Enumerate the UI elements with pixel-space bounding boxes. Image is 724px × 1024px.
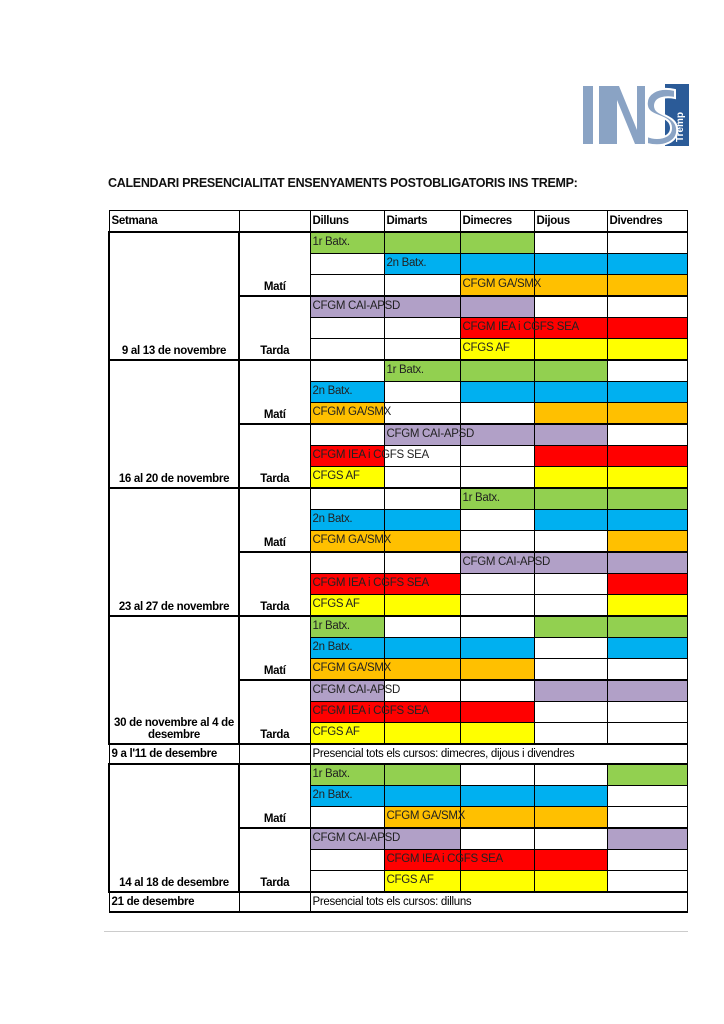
day-cell <box>607 296 687 318</box>
day-cell <box>310 488 384 510</box>
shift-label: Tarda <box>239 552 310 616</box>
header-dimarts: Dimarts <box>384 211 460 233</box>
header-setmana: Setmana <box>109 211 239 233</box>
day-cell <box>534 850 607 871</box>
header-dilluns: Dilluns <box>310 211 384 233</box>
svg-text:Tremp: Tremp <box>675 111 686 142</box>
day-cell <box>607 254 687 275</box>
day-cell <box>607 850 687 871</box>
day-cell <box>460 764 534 786</box>
day-cell <box>534 723 607 745</box>
course-label: CFGM GA/SMX <box>312 662 391 674</box>
day-cell <box>607 424 687 446</box>
day-cell <box>607 807 687 829</box>
day-cell <box>460 403 534 425</box>
day-cell <box>310 232 384 254</box>
day-cell <box>534 764 607 786</box>
day-cell <box>534 424 607 446</box>
header-divendres: Divendres <box>607 211 687 233</box>
day-cell <box>534 702 607 723</box>
day-cell <box>310 807 384 829</box>
day-cell <box>460 467 534 489</box>
day-cell <box>607 616 687 638</box>
day-cell <box>384 488 460 510</box>
week-label: 30 de novembre al 4 de desembre <box>109 616 239 744</box>
day-cell <box>460 828 534 850</box>
day-cell <box>310 723 384 745</box>
day-cell <box>460 552 550 574</box>
day-cell <box>460 638 534 659</box>
day-cell <box>384 786 460 807</box>
day-cell <box>534 446 607 467</box>
day-cell <box>384 382 460 403</box>
day-cell <box>310 595 384 617</box>
day-cell <box>310 318 384 339</box>
day-cell <box>607 595 687 617</box>
day-cell <box>384 764 460 786</box>
day-cell <box>607 318 687 339</box>
day-cell <box>607 531 687 553</box>
course-label: CFGM GA/SMX <box>312 406 391 418</box>
course-label: CFGM GA/SMX <box>462 278 541 290</box>
day-cell <box>384 424 474 446</box>
course-label: CFGS AF <box>386 874 434 886</box>
day-cell <box>460 616 534 638</box>
day-cell <box>310 638 384 659</box>
day-cell <box>310 659 391 681</box>
day-cell <box>310 574 429 595</box>
day-cell <box>607 488 687 510</box>
course-label: 1r Batx. <box>462 492 500 504</box>
course-label: 1r Batx. <box>312 620 350 632</box>
table-row <box>109 764 687 786</box>
week-label: 16 al 20 de novembre <box>109 360 239 488</box>
day-cell <box>384 723 460 745</box>
day-cell <box>534 786 607 807</box>
course-label: 2n Batx. <box>312 789 353 801</box>
day-cell <box>460 680 534 702</box>
day-cell <box>460 339 534 361</box>
day-cell <box>384 638 460 659</box>
day-cell <box>310 510 384 531</box>
day-cell <box>310 382 384 403</box>
course-label: CFGM IEA i CGFS SEA <box>312 577 429 589</box>
day-cell <box>460 360 534 382</box>
course-label: 2n Batx. <box>312 385 353 397</box>
day-cell <box>460 574 534 595</box>
page-title: CALENDARI PRESENCIALITAT ENSENYAMENTS POSTOBLIGATORIS INS TREMP: <box>108 176 578 190</box>
day-cell <box>607 382 687 403</box>
day-cell <box>460 382 534 403</box>
course-label: CFGM GA/SMX <box>312 534 391 546</box>
week-label: 9 a l'11 de desembre <box>109 744 239 764</box>
shift-label: Tarda <box>239 424 310 488</box>
day-cell <box>607 659 687 681</box>
day-cell <box>310 296 400 318</box>
course-label: CFGM CAI-APSD <box>312 832 400 844</box>
day-cell <box>310 531 391 553</box>
week-label: 23 al 27 de novembre <box>109 488 239 616</box>
ins-tremp-logo <box>583 84 689 146</box>
day-cell <box>384 403 460 425</box>
course-label: CFGM IEA i CGFS SEA <box>312 449 429 461</box>
day-cell <box>384 360 460 382</box>
day-cell <box>607 339 687 361</box>
day-cell <box>534 595 607 617</box>
day-cell <box>310 786 384 807</box>
divider <box>104 931 688 932</box>
day-cell <box>310 446 429 467</box>
course-label: CFGM CAI-APSD <box>312 300 400 312</box>
header-shift <box>239 211 310 233</box>
day-cell <box>384 531 460 553</box>
header-dimecres: Dimecres <box>460 211 534 233</box>
day-cell <box>460 318 579 339</box>
day-cell <box>607 275 687 297</box>
course-label: CFGS AF <box>462 342 510 354</box>
day-cell <box>607 702 687 723</box>
course-label: CFGM IEA i CGFS SEA <box>312 705 429 717</box>
shift-label: Matí <box>239 360 310 424</box>
day-cell <box>310 254 384 275</box>
day-cell <box>460 296 534 318</box>
course-label: 1r Batx. <box>386 364 424 376</box>
day-cell <box>310 552 384 574</box>
table-row <box>109 360 687 382</box>
day-cell <box>534 531 607 553</box>
day-cell <box>460 723 534 745</box>
day-cell <box>384 254 460 275</box>
day-cell <box>310 339 384 361</box>
day-cell <box>310 680 400 702</box>
day-cell <box>460 510 534 531</box>
day-cell <box>534 488 607 510</box>
course-label: CFGM IEA i CGFS SEA <box>462 321 579 333</box>
day-cell <box>534 339 607 361</box>
table-row <box>109 232 687 254</box>
day-cell <box>460 659 534 681</box>
day-cell <box>607 403 687 425</box>
day-cell <box>310 467 384 489</box>
shift-label: Matí <box>239 616 310 680</box>
course-label: CFGS AF <box>312 470 360 482</box>
day-cell <box>310 850 384 871</box>
day-cell <box>607 446 687 467</box>
day-cell <box>310 871 384 893</box>
shift-label: Matí <box>239 764 310 828</box>
day-cell <box>384 850 503 871</box>
day-cell <box>607 552 687 574</box>
week-label: 9 al 13 de novembre <box>109 232 239 360</box>
shift-label: Tarda <box>239 296 310 360</box>
day-cell <box>460 531 534 553</box>
note-cell: Presencial tots els cursos: dimecres, dijous i divendres <box>310 744 687 764</box>
day-cell <box>534 680 607 702</box>
day-cell <box>310 616 384 638</box>
special-row <box>109 892 687 912</box>
day-cell <box>607 360 687 382</box>
day-cell <box>384 871 460 893</box>
day-cell <box>607 871 687 893</box>
course-label: CFGM CAI-APSD <box>312 684 400 696</box>
note-cell: Presencial tots els cursos: dilluns <box>310 892 687 912</box>
day-cell <box>384 616 460 638</box>
day-cell <box>534 360 607 382</box>
day-cell <box>384 807 465 829</box>
day-cell <box>460 275 541 297</box>
day-cell <box>310 702 429 723</box>
course-label: 1r Batx. <box>312 768 350 780</box>
day-cell <box>534 616 607 638</box>
course-label: 2n Batx. <box>312 641 353 653</box>
day-cell <box>460 807 534 829</box>
course-label: CFGS AF <box>312 598 360 610</box>
day-cell <box>384 232 460 254</box>
day-cell <box>310 828 400 850</box>
week-label: 21 de desembre <box>109 892 239 912</box>
shift-label: Matí <box>239 232 310 296</box>
day-cell <box>607 467 687 489</box>
shift-label: Matí <box>239 488 310 552</box>
day-cell <box>460 254 534 275</box>
header-row <box>109 211 687 233</box>
course-label: CFGM CAI-APSD <box>386 428 474 440</box>
day-cell <box>534 275 607 297</box>
course-label: 2n Batx. <box>386 257 427 269</box>
day-cell <box>310 403 391 425</box>
week-label: 14 al 18 de desembre <box>109 764 239 892</box>
day-cell <box>534 382 607 403</box>
day-cell <box>460 702 534 723</box>
day-cell <box>534 403 607 425</box>
course-label: CFGM IEA i CGFS SEA <box>386 853 503 865</box>
day-cell <box>460 786 534 807</box>
day-cell <box>384 339 460 361</box>
day-cell <box>460 232 534 254</box>
table-row <box>109 488 687 510</box>
day-cell <box>384 510 460 531</box>
day-cell <box>607 574 687 595</box>
course-label: 2n Batx. <box>312 513 353 525</box>
day-cell <box>534 638 607 659</box>
day-cell <box>310 424 384 446</box>
shift-label: Tarda <box>239 828 310 892</box>
course-label: CFGS AF <box>312 726 360 738</box>
day-cell <box>607 232 687 254</box>
day-cell <box>384 659 460 681</box>
day-cell <box>460 871 534 893</box>
course-label: CFGM CAI-APSD <box>462 556 550 568</box>
day-cell <box>607 638 687 659</box>
table-row <box>109 616 687 638</box>
calendar-table <box>108 210 688 913</box>
day-cell <box>384 275 460 297</box>
day-cell <box>384 552 460 574</box>
day-cell <box>384 467 460 489</box>
day-cell <box>607 723 687 745</box>
shift-cell <box>239 892 310 912</box>
day-cell <box>534 828 607 850</box>
course-label: CFGM GA/SMX <box>386 810 465 822</box>
day-cell <box>534 232 607 254</box>
special-row <box>109 744 687 764</box>
day-cell <box>607 764 687 786</box>
day-cell <box>384 595 460 617</box>
day-cell <box>534 871 607 893</box>
course-label: 1r Batx. <box>312 236 350 248</box>
day-cell <box>310 275 384 297</box>
day-cell <box>607 786 687 807</box>
day-cell <box>534 574 607 595</box>
day-cell <box>460 446 534 467</box>
day-cell <box>310 360 384 382</box>
day-cell <box>534 807 607 829</box>
day-cell <box>310 764 384 786</box>
day-cell <box>534 510 607 531</box>
shift-label: Tarda <box>239 680 310 744</box>
day-cell <box>534 467 607 489</box>
day-cell <box>460 488 534 510</box>
header-dijous: Dijous <box>534 211 607 233</box>
day-cell <box>534 254 607 275</box>
day-cell <box>607 828 687 850</box>
day-cell <box>384 318 460 339</box>
shift-cell <box>239 744 310 764</box>
day-cell <box>460 595 534 617</box>
day-cell <box>534 296 607 318</box>
day-cell <box>607 680 687 702</box>
day-cell <box>534 659 607 681</box>
day-cell <box>607 510 687 531</box>
